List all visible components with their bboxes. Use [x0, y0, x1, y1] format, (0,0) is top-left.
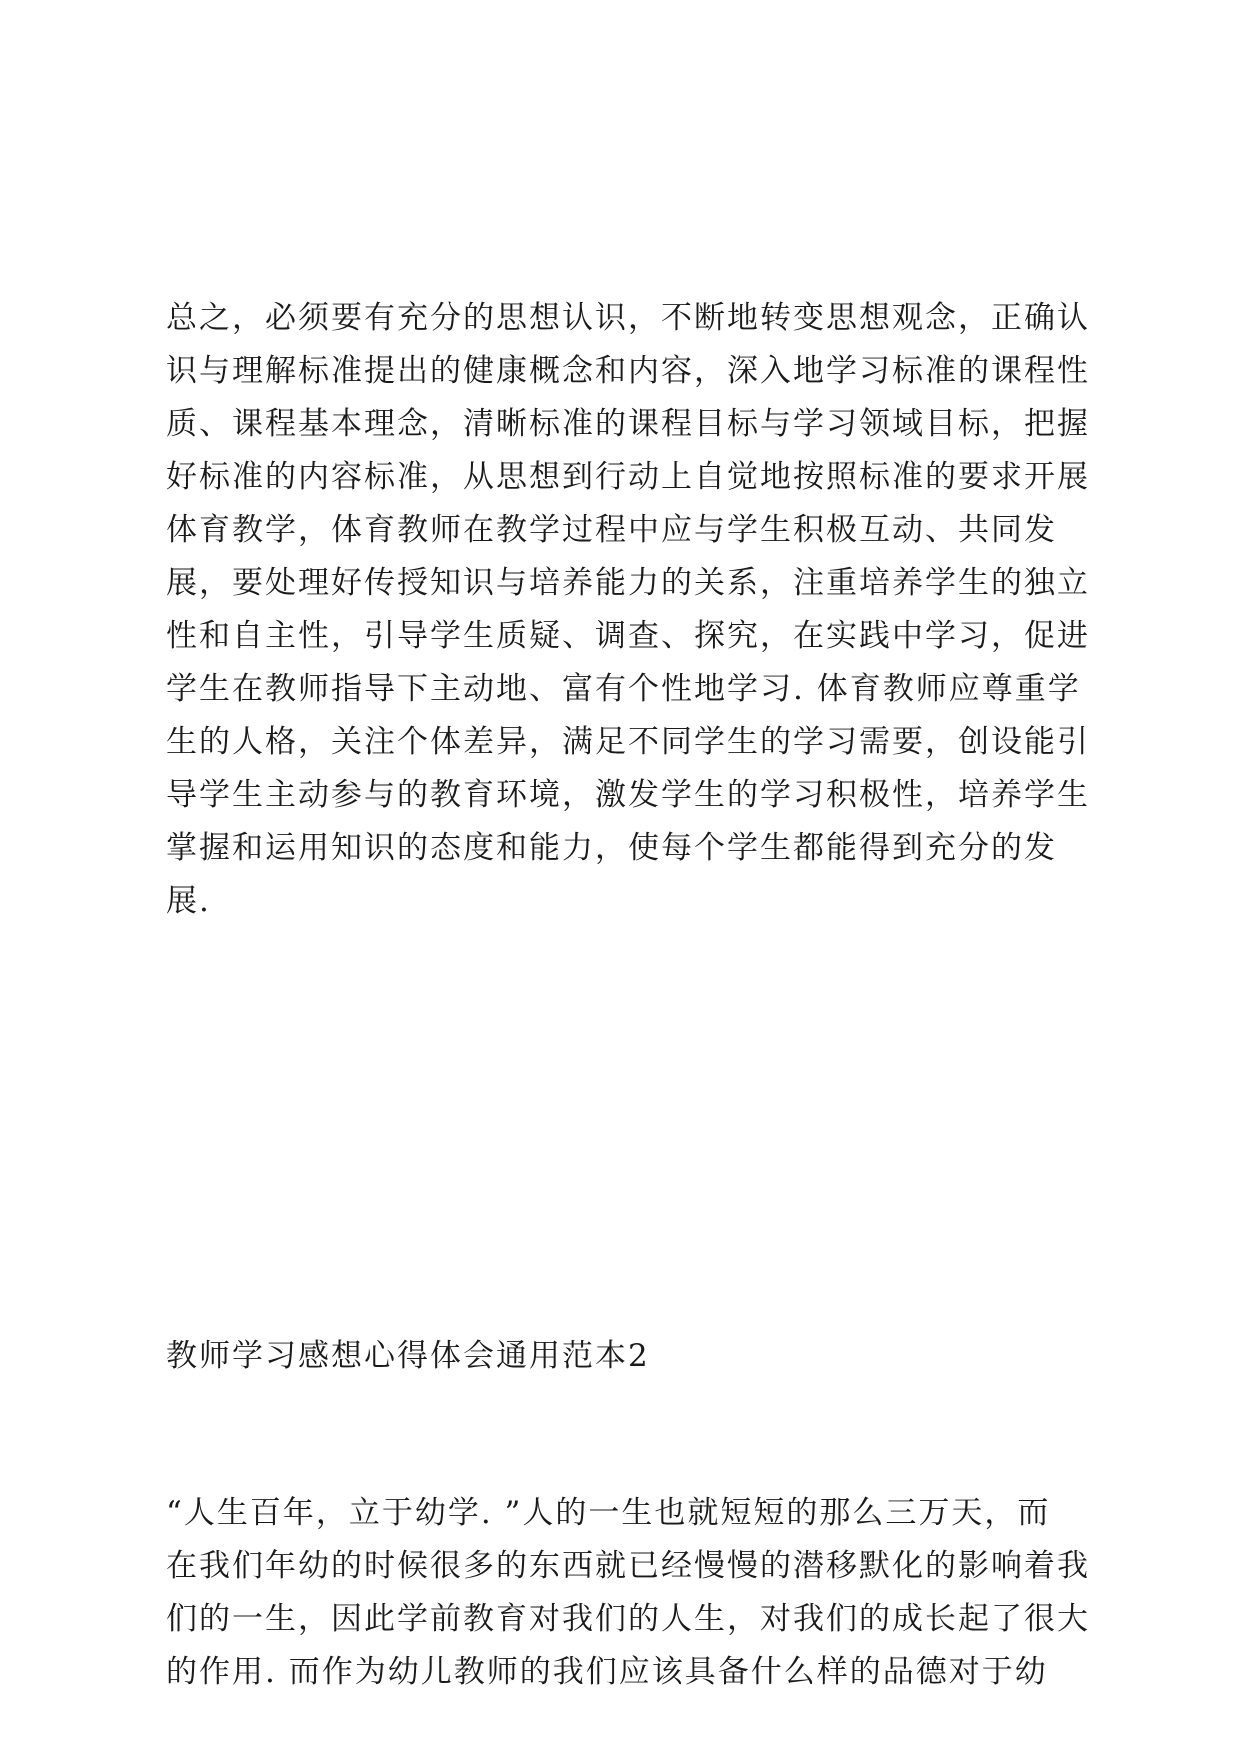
text-line: 学生在教师指导下主动地、富有个性地学习. 体育教师应尊重学 — [166, 671, 1081, 707]
text-line: 展. — [166, 883, 211, 919]
text-line: 展，要处理好传授知识与培养能力的关系，注重培养学生的独立 — [166, 565, 1090, 601]
text-line: 总之，必须要有充分的思想认识，不断地转变思想观念，正确认 — [166, 300, 1090, 336]
text-line: 识与理解标准提出的健康概念和内容，深入地学习标准的课程性 — [166, 353, 1090, 389]
section-heading-text: 教师学习感想心得体会通用范本2 — [166, 1338, 650, 1374]
text-line: 们的一生，因此学前教育对我们的人生，对我们的成长起了很大 — [166, 1601, 1090, 1637]
text-line: 性和自主性，引导学生质疑、调查、探究，在实践中学习，促进 — [166, 618, 1090, 654]
text-line: 在我们年幼的时候很多的东西就已经慢慢的潜移默化的影响着我 — [166, 1548, 1090, 1584]
text-line: 掌握和运用知识的态度和能力，使每个学生都能得到充分的发 — [166, 830, 1057, 866]
text-line: 生的人格，关注个体差异，满足不同学生的学习需要，创设能引 — [166, 724, 1090, 760]
text-line: 的作用. 而作为幼儿教师的我们应该具备什么样的品德对于幼 — [166, 1654, 1048, 1690]
text-line: 体育教学，体育教师在教学过程中应与学生积极互动、共同发 — [166, 512, 1057, 548]
paragraph-early-education — [166, 1487, 1090, 1699]
text-line: “人生百年，立于幼学. ”人的一生也就短短的那么三万天，而 — [166, 1495, 1051, 1531]
text-line: 导学生主动参与的教育环境，激发学生的学习积极性，培养学生 — [166, 777, 1090, 813]
text-line: 质、课程基本理念，清晰标准的课程目标与学习领域目标，把握 — [166, 406, 1090, 442]
text-line: 好标准的内容标准，从思想到行动上自觉地按照标准的要求开展 — [166, 459, 1090, 495]
paragraph-summary — [166, 292, 1090, 928]
section-heading — [166, 1330, 1086, 1383]
